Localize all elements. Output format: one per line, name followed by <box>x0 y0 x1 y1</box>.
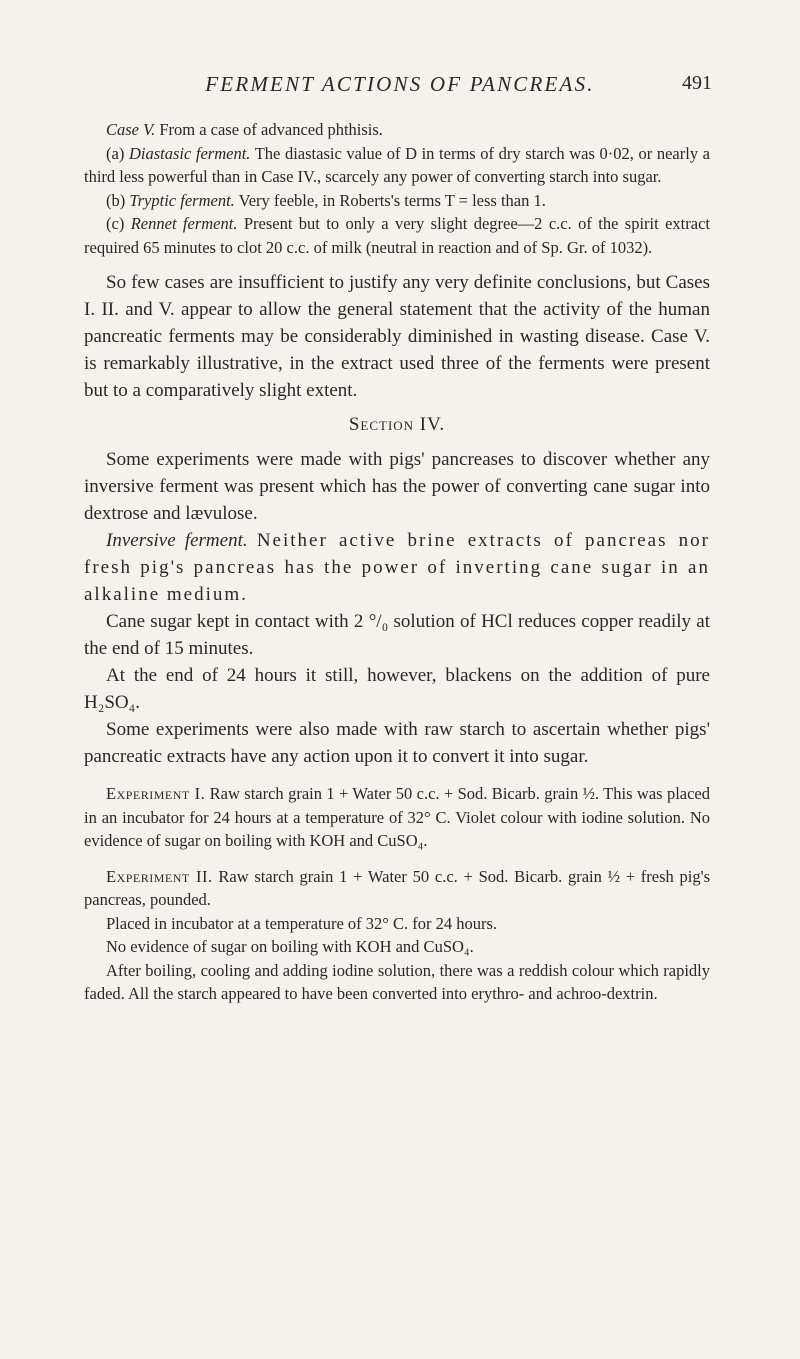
experiment-2-result: After boiling, cooling and adding iodine solution, there was a reddish colour which rapidly faded. All the starch appeared to have been converted into erythro- and achroo-dextrin. <box>84 960 710 1003</box>
tryptic-text: Very feeble, in Roberts's terms T = less than 1. <box>238 190 546 210</box>
case-v-item-b <box>84 189 710 213</box>
inversive-paragraph <box>84 527 710 608</box>
experiment-2-text: Raw starch grain 1 + Water 50 c.c. + Sod. Bicarb. grain ½ + fresh pig's pancreas, pounded. <box>84 866 711 909</box>
experiment-1-label: Experiment I. <box>106 784 206 803</box>
experiment-1-paragraph <box>84 782 710 853</box>
section-iv-intro: Some experiments were made with pigs' pancreases to discover whether any inversive ferment was present which has the power of converting cane sugar into dextrose and lævulose. <box>84 449 710 524</box>
cane-sugar-paragraph: Cane sugar kept in contact with 2 °/₀ solution of HCl reduces copper readily at the end of 15 minutes. <box>84 611 710 659</box>
raw-starch-paragraph: Some experiments were also made with raw starch to ascertain whether pigs' pancreatic extracts have any action upon it to convert it into sugar. <box>84 719 710 767</box>
experiment-2-no-sugar: No evidence of sugar on boiling with KOH and CuSO₄. <box>106 937 474 956</box>
case-v-item-c <box>84 212 710 259</box>
tryptic-label: Tryptic ferment. <box>129 190 235 210</box>
experiment-2-label: Experiment II. <box>106 866 213 886</box>
item-c-marker: (c) <box>106 214 125 233</box>
experiment-1-text: Raw starch grain 1 + Water 50 c.c. + Sod. Bicarb. grain ½. This was placed in an incubator for 24 hours at a temperature of 32° C. Violet colour with iodine solution. No evidence of sugar on boiling with KOH and CuSO₄. <box>84 784 711 850</box>
summary-paragraph: So few cases are insufficient to justify any very definite conclusions, but Cases I. II. and V. appear to allow the general statement that the activity of the human pancreatic ferments may be considerably diminished in wasting disease. Case V. is remarkably illustrative, in the extract used three of the ferments were present but to a comparatively slight extent. <box>84 272 710 401</box>
diastasic-label: Diastasic ferment. <box>128 143 251 163</box>
case-v-label: Case V. <box>106 120 156 139</box>
inversive-label: Inversive ferment. <box>106 530 248 551</box>
page-number: 491 <box>682 72 712 94</box>
case-v-intro-text: From a case of advanced phthisis. <box>159 120 383 139</box>
section-heading: Section IV. <box>348 414 446 435</box>
experiment-2-paragraph <box>84 865 710 912</box>
case-v-intro <box>84 118 710 142</box>
rennet-text: Present but to only a very slight degree—2 c.c. of the spirit extract required 65 minutes to clot 20 c.c. of milk (neutral in reaction and of Sp. Gr. of 1032). <box>84 214 710 257</box>
case-v-block <box>84 118 710 259</box>
inversive-text: Neither active brine extracts of pancreas nor fresh pig's pancreas has the power of inverting cane sugar in an alkaline medium. <box>84 530 711 605</box>
experiment-2-block <box>84 865 710 1006</box>
experiment-1-block <box>84 782 710 853</box>
page-header <box>0 72 800 102</box>
page-body <box>84 118 710 1006</box>
experiment-2-incubator: Placed in incubator at a temperature of 32° C. for 24 hours. <box>106 913 498 933</box>
running-title: FERMENT ACTIONS OF PANCREAS. <box>205 72 595 96</box>
summary-block <box>84 269 710 404</box>
item-a-marker: (a) <box>106 143 125 163</box>
blackens-paragraph: At the end of 24 hours it still, however, blackens on the addition of pure H₂SO₄. <box>84 665 710 713</box>
case-v-item-a <box>84 142 710 189</box>
diastasic-text: The diastasic value of D in terms of dry starch was 0·02, or nearly a third less powerful than in Case IV., scarcely any power of converting starch into sugar. <box>84 143 710 186</box>
item-b-marker: (b) <box>106 190 126 210</box>
rennet-label: Rennet ferment. <box>130 214 238 233</box>
section-iv-block <box>84 446 710 770</box>
